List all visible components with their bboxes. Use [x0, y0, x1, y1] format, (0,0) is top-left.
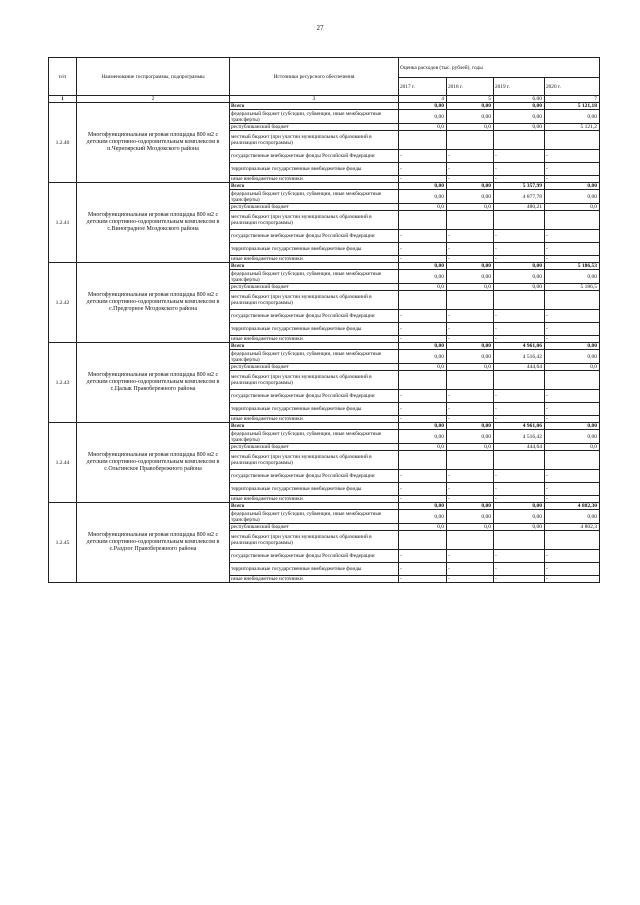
amount-cell	[447, 531, 494, 550]
amount-cell: 0,00	[399, 190, 447, 204]
amount-cell: 0,00	[494, 270, 545, 284]
amount-cell: 5 186,5	[545, 284, 600, 291]
amount-cell: -	[545, 150, 600, 163]
amount-cell: -	[399, 310, 447, 323]
amount-cell: -	[399, 403, 447, 416]
amount-cell: 0,00	[447, 423, 494, 430]
amount-cell: -	[447, 176, 494, 183]
amount-cell: -	[494, 310, 545, 323]
amount-cell: -	[545, 163, 600, 176]
amount-cell: -	[494, 550, 545, 563]
amount-cell	[545, 291, 600, 310]
amount-cell: 0,00	[399, 270, 447, 284]
item-number: 1.2.45	[49, 503, 77, 583]
item-number: 1.2.44	[49, 423, 77, 503]
amount-cell: 4 961,06	[494, 423, 545, 430]
program-name: Многофункциональная игровая площадка 800 м2 с детским спортивно-оздоровительным комплексом в с.Виноградное Моздокского района	[77, 183, 230, 263]
funding-source: территориальные государственные внебюджетные фонды	[230, 323, 399, 336]
amount-cell: 0,00	[494, 103, 545, 110]
amount-cell: -	[399, 470, 447, 483]
amount-cell: -	[545, 483, 600, 496]
funding-source: иные внебюджетные источники	[230, 256, 399, 263]
amount-cell: 0,00	[447, 343, 494, 350]
amount-cell: -	[545, 563, 600, 576]
amount-cell: 0,00	[494, 503, 545, 510]
amount-cell: -	[545, 390, 600, 403]
funding-source: Всего	[230, 423, 399, 430]
amount-cell: -	[399, 323, 447, 336]
header-col-estimate: Оценка расходов (тыс. рублей), годы	[399, 58, 600, 78]
funding-source: иные внебюджетные источники	[230, 336, 399, 343]
amount-cell: -	[447, 470, 494, 483]
amount-cell: -	[545, 416, 600, 423]
budget-table	[48, 57, 600, 583]
amount-cell: -	[447, 243, 494, 256]
amount-cell	[447, 451, 494, 470]
amount-cell: 0,00	[399, 350, 447, 364]
amount-cell: -	[545, 496, 600, 503]
funding-source: государственные внебюджетные фонды Российской Федерации	[230, 150, 399, 163]
amount-cell: 0,00	[494, 510, 545, 524]
amount-cell: 0,0	[399, 364, 447, 371]
amount-cell: 0,0	[399, 284, 447, 291]
amount-cell: -	[494, 416, 545, 423]
amount-cell: 0,0	[545, 364, 600, 371]
funding-source: федеральный бюджет (субсидии, субвенции, иные межбюджетные трансферты)	[230, 350, 399, 364]
amount-cell: -	[494, 390, 545, 403]
amount-cell: -	[494, 403, 545, 416]
amount-cell: -	[545, 310, 600, 323]
column-number: 7	[545, 96, 600, 103]
amount-cell: -	[494, 323, 545, 336]
column-number: 5	[447, 96, 494, 103]
amount-cell: -	[447, 230, 494, 243]
program-name: Многофункциональная игровая площадка 800 м2 с детским спортивно-оздоровительным комплексом в с.Ольгинское Правобережного района	[77, 423, 230, 503]
amount-cell: 0,00	[447, 510, 494, 524]
amount-cell: 0,0	[447, 284, 494, 291]
amount-cell: 0,00	[545, 350, 600, 364]
amount-cell	[545, 371, 600, 390]
funding-source: территориальные государственные внебюджетные фонды	[230, 403, 399, 416]
item-number: 1.2.41	[49, 183, 77, 263]
amount-cell	[545, 451, 600, 470]
funding-source: Всего	[230, 343, 399, 350]
amount-cell: -	[545, 470, 600, 483]
amount-cell: 0,00	[447, 270, 494, 284]
amount-cell: -	[399, 550, 447, 563]
amount-cell: -	[447, 336, 494, 343]
amount-cell: 0,00	[447, 190, 494, 204]
amount-cell: 0,00	[447, 503, 494, 510]
amount-cell: -	[494, 230, 545, 243]
column-number: 4	[399, 96, 447, 103]
amount-cell	[494, 371, 545, 390]
amount-cell: 4 877,78	[494, 190, 545, 204]
amount-cell: 0,00	[447, 110, 494, 124]
amount-cell: -	[447, 550, 494, 563]
amount-cell: -	[545, 576, 600, 583]
amount-cell: 0,0	[399, 444, 447, 451]
amount-cell	[447, 371, 494, 390]
funding-source: государственные внебюджетные фонды Российской Федерации	[230, 390, 399, 403]
amount-cell: -	[399, 163, 447, 176]
amount-cell: -	[399, 230, 447, 243]
amount-cell: -	[494, 256, 545, 263]
page-number: 27	[316, 24, 324, 32]
funding-source: государственные внебюджетные фонды Российской Федерации	[230, 550, 399, 563]
amount-cell: 0,00	[399, 430, 447, 444]
amount-cell	[399, 291, 447, 310]
funding-source: федеральный бюджет (субсидии, субвенции, иные межбюджетные трансферты)	[230, 270, 399, 284]
amount-cell	[399, 371, 447, 390]
amount-cell: -	[545, 243, 600, 256]
amount-cell: -	[494, 336, 545, 343]
funding-source: территориальные государственные внебюджетные фонды	[230, 483, 399, 496]
amount-cell: 5 357,99	[494, 183, 545, 190]
header-year: 2017 г.	[399, 78, 447, 96]
amount-cell: -	[447, 563, 494, 576]
column-number: 6.00	[494, 96, 545, 103]
amount-cell: -	[545, 230, 600, 243]
amount-cell: -	[494, 243, 545, 256]
funding-source: местный бюджет (при участии муниципальных образований в реализации госпрограммы)	[230, 371, 399, 390]
funding-source: республиканский бюджет	[230, 284, 399, 291]
amount-cell: 0,00	[447, 263, 494, 270]
program-name: Многофункциональная игровая площадка 800 м2 с детским спортивно-оздоровительным комплексом в с.Цалык Правобережного района	[77, 343, 230, 423]
amount-cell: 0,00	[545, 510, 600, 524]
funding-source: Всего	[230, 103, 399, 110]
table-row	[49, 103, 600, 110]
amount-cell: -	[494, 483, 545, 496]
amount-cell: -	[545, 403, 600, 416]
funding-source: Всего	[230, 183, 399, 190]
amount-cell	[494, 131, 545, 150]
amount-cell: 4 516,42	[494, 350, 545, 364]
amount-cell: 0,0	[545, 204, 600, 211]
table-row	[49, 423, 600, 430]
amount-cell	[399, 531, 447, 550]
amount-cell: -	[494, 496, 545, 503]
amount-cell: -	[447, 416, 494, 423]
amount-cell	[399, 451, 447, 470]
column-number: 3	[230, 96, 399, 103]
amount-cell: 0,0	[399, 204, 447, 211]
funding-source: местный бюджет (при участии муниципальных образований в реализации госпрограммы)	[230, 131, 399, 150]
amount-cell: -	[399, 576, 447, 583]
amount-cell: -	[447, 310, 494, 323]
amount-cell	[399, 211, 447, 230]
amount-cell	[545, 531, 600, 550]
funding-source: республиканский бюджет	[230, 364, 399, 371]
funding-source: территориальные государственные внебюджетные фонды	[230, 243, 399, 256]
amount-cell: 0,00	[494, 524, 545, 531]
amount-cell: 0,0	[447, 204, 494, 211]
amount-cell: 0,00	[399, 510, 447, 524]
amount-cell	[494, 291, 545, 310]
amount-cell: 0,00	[399, 423, 447, 430]
item-number: 1.2.40	[49, 103, 77, 183]
amount-cell: -	[399, 496, 447, 503]
funding-source: федеральный бюджет (субсидии, субвенции, иные межбюджетные трансферты)	[230, 430, 399, 444]
table-row	[49, 503, 600, 510]
amount-cell: 480,21	[494, 204, 545, 211]
funding-source: республиканский бюджет	[230, 124, 399, 131]
amount-cell: 0,00	[399, 103, 447, 110]
amount-cell: -	[399, 256, 447, 263]
funding-source: федеральный бюджет (субсидии, субвенции, иные межбюджетные трансферты)	[230, 110, 399, 124]
amount-cell: -	[545, 550, 600, 563]
amount-cell: -	[399, 243, 447, 256]
amount-cell: -	[399, 483, 447, 496]
funding-source: федеральный бюджет (субсидии, субвенции, иные межбюджетные трансферты)	[230, 190, 399, 204]
amount-cell: -	[447, 496, 494, 503]
header-col-source: Источники ресурсного обеспечения	[230, 58, 399, 96]
amount-cell: -	[447, 576, 494, 583]
amount-cell: -	[447, 403, 494, 416]
amount-cell	[447, 211, 494, 230]
amount-cell: 0,00	[399, 110, 447, 124]
funding-source: республиканский бюджет	[230, 524, 399, 531]
funding-source: республиканский бюджет	[230, 444, 399, 451]
funding-source: территориальные государственные внебюджетные фонды	[230, 563, 399, 576]
amount-cell: -	[399, 416, 447, 423]
amount-cell: 4 961,06	[494, 343, 545, 350]
amount-cell: 0,00	[399, 183, 447, 190]
amount-cell	[494, 211, 545, 230]
amount-cell: 0,00	[494, 284, 545, 291]
amount-cell: 0,0	[399, 524, 447, 531]
amount-cell: 0,00	[447, 183, 494, 190]
funding-source: федеральный бюджет (субсидии, субвенции, иные межбюджетные трансферты)	[230, 510, 399, 524]
amount-cell: -	[494, 470, 545, 483]
amount-cell: 0,0	[545, 444, 600, 451]
amount-cell: 444,64	[494, 364, 545, 371]
amount-cell: 4 802,3	[545, 524, 600, 531]
amount-cell: 0,00	[545, 430, 600, 444]
amount-cell: 0,00	[399, 503, 447, 510]
amount-cell: 0,00	[545, 343, 600, 350]
amount-cell: 4 516,42	[494, 430, 545, 444]
amount-cell: -	[494, 163, 545, 176]
header-year: 2019 г.	[494, 78, 545, 96]
header-col-no: п/п	[49, 58, 77, 96]
amount-cell: -	[399, 563, 447, 576]
amount-cell: 0,00	[494, 263, 545, 270]
amount-cell: 0,00	[494, 124, 545, 131]
amount-cell: -	[447, 150, 494, 163]
funding-source: государственные внебюджетные фонды Российской Федерации	[230, 470, 399, 483]
funding-source: Всего	[230, 263, 399, 270]
amount-cell: 5 121,2	[545, 124, 600, 131]
funding-source: государственные внебюджетные фонды Российской Федерации	[230, 230, 399, 243]
amount-cell: 0,00	[494, 110, 545, 124]
amount-cell: -	[545, 323, 600, 336]
amount-cell: -	[545, 176, 600, 183]
funding-source: иные внебюджетные источники	[230, 576, 399, 583]
amount-cell: -	[447, 163, 494, 176]
header-col-name: Наименование госпрограммы, подпрограммы	[77, 58, 230, 96]
amount-cell: 0,00	[545, 270, 600, 284]
table-row	[49, 263, 600, 270]
amount-cell: -	[545, 336, 600, 343]
amount-cell: 0,0	[447, 444, 494, 451]
amount-cell	[447, 131, 494, 150]
amount-cell: -	[494, 150, 545, 163]
amount-cell: 5 186,53	[545, 263, 600, 270]
amount-cell: 0,00	[447, 350, 494, 364]
amount-cell	[545, 131, 600, 150]
funding-source: территориальные государственные внебюджетные фонды	[230, 163, 399, 176]
amount-cell	[545, 211, 600, 230]
amount-cell	[494, 531, 545, 550]
amount-cell: 0,00	[447, 430, 494, 444]
funding-source: иные внебюджетные источники	[230, 416, 399, 423]
amount-cell: -	[447, 390, 494, 403]
funding-source: иные внебюджетные источники	[230, 496, 399, 503]
amount-cell	[447, 291, 494, 310]
funding-source: местный бюджет (при участии муниципальных образований в реализации госпрограммы)	[230, 291, 399, 310]
amount-cell: 4 802,30	[545, 503, 600, 510]
amount-cell: 0,00	[545, 423, 600, 430]
funding-source: иные внебюджетные источники	[230, 176, 399, 183]
amount-cell: 0,00	[545, 110, 600, 124]
amount-cell: -	[399, 390, 447, 403]
funding-source: республиканский бюджет	[230, 204, 399, 211]
amount-cell	[399, 131, 447, 150]
amount-cell: -	[545, 256, 600, 263]
amount-cell: 0,00	[545, 190, 600, 204]
program-name: Многофункциональная игровая площадка 800 м2 с детским спортивно-оздоровительным комплексом в с.Раздзог Правобережного района	[77, 503, 230, 583]
header-year: 2018 г.	[447, 78, 494, 96]
amount-cell: -	[494, 576, 545, 583]
amount-cell: -	[447, 256, 494, 263]
table-row	[49, 183, 600, 190]
amount-cell: 0,00	[447, 103, 494, 110]
amount-cell: 5 121,18	[545, 103, 600, 110]
funding-source: государственные внебюджетные фонды Российской Федерации	[230, 310, 399, 323]
amount-cell: -	[447, 483, 494, 496]
header-year: 2020 г.	[545, 78, 600, 96]
amount-cell: -	[399, 150, 447, 163]
amount-cell: -	[399, 336, 447, 343]
funding-source: местный бюджет (при участии муниципальных образований в реализации госпрограммы)	[230, 451, 399, 470]
table-row	[49, 343, 600, 350]
funding-source: Всего	[230, 503, 399, 510]
amount-cell: 0,00	[545, 183, 600, 190]
amount-cell: -	[447, 323, 494, 336]
amount-cell: 0,0	[447, 364, 494, 371]
amount-cell	[494, 451, 545, 470]
amount-cell: -	[494, 176, 545, 183]
amount-cell: 0,00	[399, 343, 447, 350]
amount-cell: 0,0	[447, 524, 494, 531]
amount-cell: -	[494, 563, 545, 576]
funding-source: местный бюджет (при участии муниципальных образований в реализации госпрограммы)	[230, 211, 399, 230]
program-name: Многофункциональная игровая площадка 800 м2 с детским спортивно-оздоровительным комплексом в п.Черноярский Моздокского района	[77, 103, 230, 183]
amount-cell: 0,00	[399, 263, 447, 270]
item-number: 1.2.42	[49, 263, 77, 343]
funding-source: местный бюджет (при участии муниципальных образований в реализации госпрограммы)	[230, 531, 399, 550]
amount-cell: 444,64	[494, 444, 545, 451]
item-number: 1.2.43	[49, 343, 77, 423]
program-name: Многофункциональная игровая площадка 800 м2 с детским спортивно-оздоровительным комплексом в с.Предгорное Моздокского района	[77, 263, 230, 343]
amount-cell: -	[399, 176, 447, 183]
column-number: 2	[77, 96, 230, 103]
amount-cell: 0,0	[399, 124, 447, 131]
amount-cell: 0,0	[447, 124, 494, 131]
column-number: 1	[49, 96, 77, 103]
